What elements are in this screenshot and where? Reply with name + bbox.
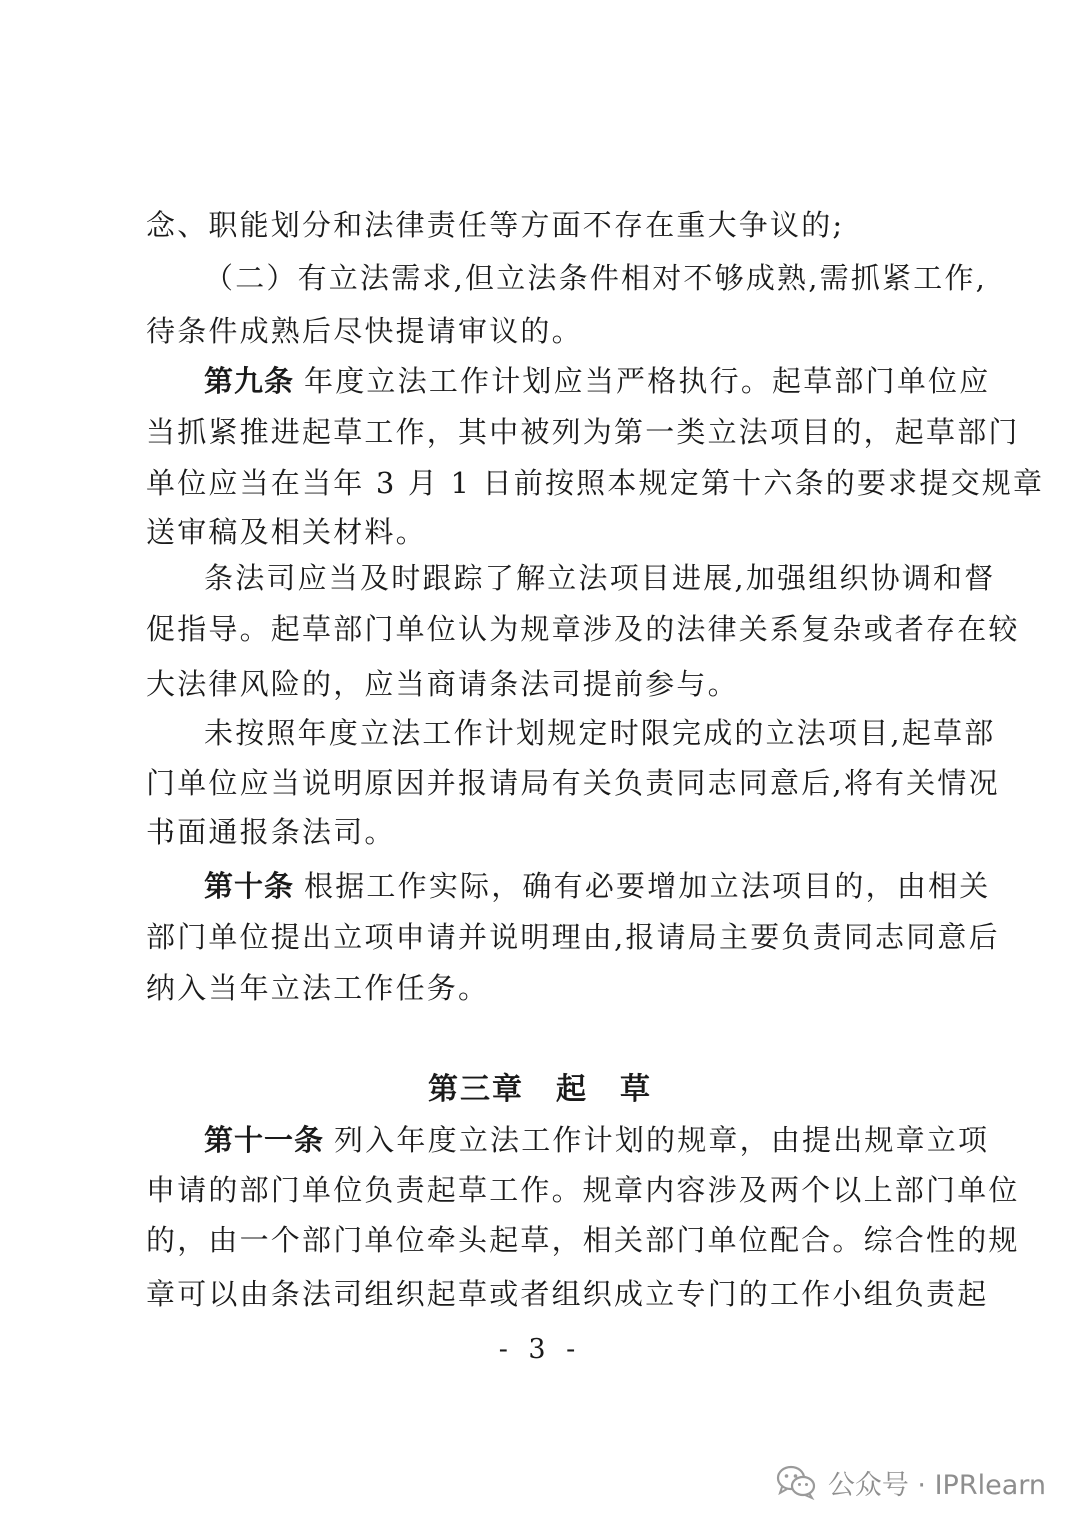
- text-line: 待条件成熟后尽快提请审议的。: [146, 314, 583, 348]
- article-11-line: [204, 1120, 990, 1160]
- text-line: 的，由一个部门单位牵头起草，相关部门单位配合。综合性的规: [146, 1223, 1020, 1257]
- article-heading: 第十条: [204, 869, 295, 903]
- article-heading: 第九条: [204, 364, 295, 398]
- text-line: 促指导。起草部门单位认为规章涉及的法律关系复杂或者存在较: [146, 612, 1020, 646]
- article-heading: 第十一条: [204, 1123, 325, 1157]
- text-line: 年度立法工作计划应当严格执行。起草部门单位应: [304, 364, 991, 398]
- text-line: 书面通报条法司。: [146, 815, 396, 849]
- watermark: [776, 1462, 1046, 1502]
- wechat-icon: [776, 1465, 816, 1499]
- text-line: 条法司应当及时跟踪了解立法项目进展,加强组织协调和督: [204, 561, 996, 595]
- text-line: 纳入当年立法工作任务。: [146, 971, 490, 1005]
- text-line: 章可以由条法司组织起草或者组织成立专门的工作小组负责起: [146, 1277, 989, 1311]
- text-line: 念、职能划分和法律责任等方面不存在重大争议的;: [146, 208, 845, 242]
- text-line: 未按照年度立法工作计划规定时限完成的立法项目,起草部: [204, 716, 996, 750]
- text-line: 申请的部门单位负责起草工作。规章内容涉及两个以上部门单位: [146, 1173, 1020, 1207]
- text-line: 单位应当在当年 3 月 1 日前按照本规定第十六条的要求提交规章: [146, 466, 1045, 500]
- text-line: 列入年度立法工作计划的规章，由提出规章立项: [334, 1123, 990, 1157]
- text-line: 根据工作实际，确有必要增加立法项目的，由相关: [304, 869, 991, 903]
- text-line: 送审稿及相关材料。: [146, 515, 427, 549]
- text-line: 门单位应当说明原因并报请局有关负责同志同意后,将有关情况: [146, 766, 1000, 800]
- text-line: 大法律风险的，应当商请条法司提前参与。: [146, 667, 739, 701]
- article-10-line: [204, 866, 991, 906]
- chapter-heading: 第三章 起 草: [428, 1072, 652, 1107]
- text-line: 部门单位提出立项申请并说明理由,报请局主要负责同志同意后: [146, 920, 1000, 954]
- text-line: 当抓紧推进起草工作，其中被列为第一类立法项目的，起草部门: [146, 415, 1020, 449]
- text-line: （二）有立法需求,但立法条件相对不够成熟,需抓紧工作,: [204, 261, 988, 295]
- watermark-text: 公众号 · IPRlearn: [827, 1469, 1046, 1501]
- article-9-line: [204, 361, 991, 401]
- page-number: - 3 -: [498, 1334, 582, 1365]
